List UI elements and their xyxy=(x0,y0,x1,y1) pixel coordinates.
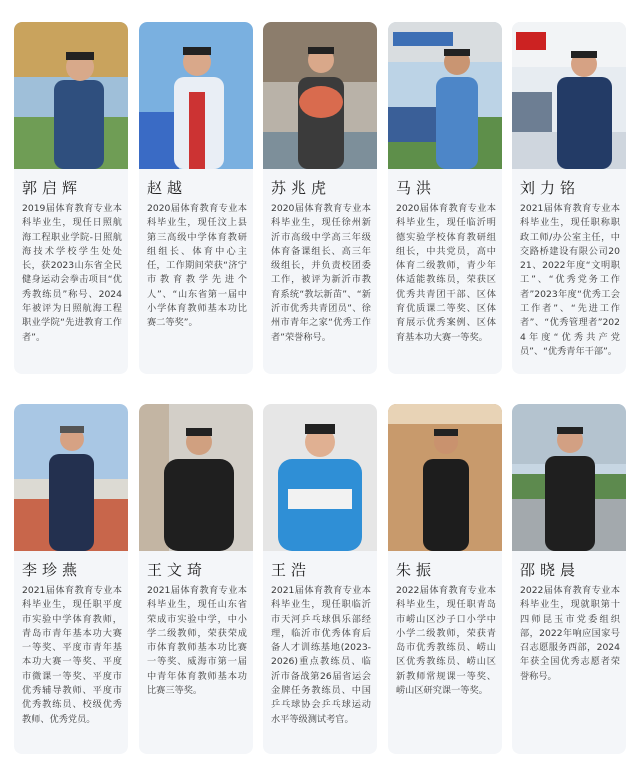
alumni-bio: 2021届体育教育专业本科毕业生，现任职称职政工师/办公室主任，中交路桥建设有限公司2021、2022年度“文明职工”、“优秀党务工作者”2023年度“优秀工会工作者”、“先进工作者”、“优秀管理者”2024年度“优秀共产党员”、“优秀青年干部”。 xyxy=(520,203,620,357)
alumni-bio: 2022届体育教育专业本科毕业生，现就职第十四师昆玉市党委组织部，2022年响应国家号召志愿服务西部，2024年获全国优秀志愿者荣誉称号。 xyxy=(520,585,620,682)
alumni-card xyxy=(388,404,502,754)
alumni-card xyxy=(14,22,128,374)
alumni-bio: 2020届体育教育专业本科毕业生，现任徐州新沂市高级中学高三年级体育备课组长、高三年级组长，并负责校团委工作，被评为新沂市教育系统“教坛新苗”、“新沂市优秀共青团员”、徐州市青年之家“优秀工作者”荣誉称号。 xyxy=(271,203,371,343)
alumni-card xyxy=(512,22,626,374)
alumni-name: 苏兆虎 xyxy=(271,179,332,197)
alumni-card xyxy=(512,404,626,754)
alumni-bio: 2021届体育教育专业本科毕业生，现任山东省荣成市实验中学，中小学二级教师，荣获荣成市体育教师基本功比赛一等奖、威海市第一届中青年体育教师基本功比赛三等奖。 xyxy=(147,585,247,697)
portrait-photo xyxy=(14,404,128,551)
portrait-photo xyxy=(139,22,253,169)
alumni-bio: 2020届体育教育专业本科毕业生，现任临沂明德实验学校体育教研组组长，中共党员，高中体育二级教师，青少年体适能教练员，荣获区优秀共青团干部、区体育优质课二等奖、区体育展示优秀案例、区体育基本功大赛一等奖。 xyxy=(396,203,496,343)
alumni-bio: 2020届体育教育专业本科毕业生，现任汶上县第三高级中学体育教研组组长、体育中心主任，工作期间荣获“济宁市教育教学先进个人”、“山东省第一届中小学体育教师基本功比赛二等奖”。 xyxy=(147,203,247,329)
portrait-photo xyxy=(263,22,377,169)
alumni-card xyxy=(263,404,377,754)
alumni-name: 刘力铭 xyxy=(520,179,581,197)
alumni-name: 王文琦 xyxy=(147,561,208,579)
portrait-photo xyxy=(14,22,128,169)
alumni-name: 赵越 xyxy=(147,179,188,197)
alumni-name: 郭启辉 xyxy=(22,179,83,197)
alumni-card xyxy=(139,22,253,374)
alumni-bio: 2021届体育教育专业本科毕业生，现任职平度市实验中学体育教师，青岛市青年基本功大赛一等奖、平度市青年基本功大赛一等奖、平度市微课一等奖、平度市优秀辅导教师、平度市优秀教练员、校级优秀教师、优秀党员。 xyxy=(22,585,122,725)
alumni-name: 马洪 xyxy=(396,179,437,197)
alumni-bio: 2021届体育教育专业本科毕业生，现任职临沂市天河乒乓球俱乐部经理，临沂市优秀体育后备人才训练基地(2023-2026)重点教练员、临沂市备战第26届省运会金牌任务教练员、中国乒乓球协会乒乓球运动水平等级测试考官。 xyxy=(271,585,371,725)
alumni-name: 朱振 xyxy=(396,561,437,579)
alumni-card xyxy=(139,404,253,754)
portrait-photo xyxy=(263,404,377,551)
alumni-card xyxy=(263,22,377,374)
alumni-name: 李珍燕 xyxy=(22,561,83,579)
portrait-photo xyxy=(512,22,626,169)
portrait-photo xyxy=(388,404,502,551)
alumni-bio: 2019届体育教育专业本科毕业生，现任日照航海工程职业学院-日照航海技术学校学生处处长，获2023山东省全民健身运动会拳击项目“优秀教练员”称号、2024年被评为日照航海工程职业学院“先进教育工作者”。 xyxy=(22,203,122,343)
portrait-photo xyxy=(388,22,502,169)
portrait-photo xyxy=(139,404,253,551)
alumni-name: 邵晓晨 xyxy=(520,561,581,579)
alumni-bio: 2022届体育教育专业本科毕业生，现任职青岛市崂山区沙子口小学中小学二级教师，荣获青岛市优秀教练员、崂山区优秀教练员、崂山区新教师常规课一等奖、崂山区研究课一等奖。 xyxy=(396,585,496,697)
alumni-name: 王浩 xyxy=(271,561,312,579)
alumni-card xyxy=(388,22,502,374)
portrait-photo xyxy=(512,404,626,551)
alumni-card xyxy=(14,404,128,754)
